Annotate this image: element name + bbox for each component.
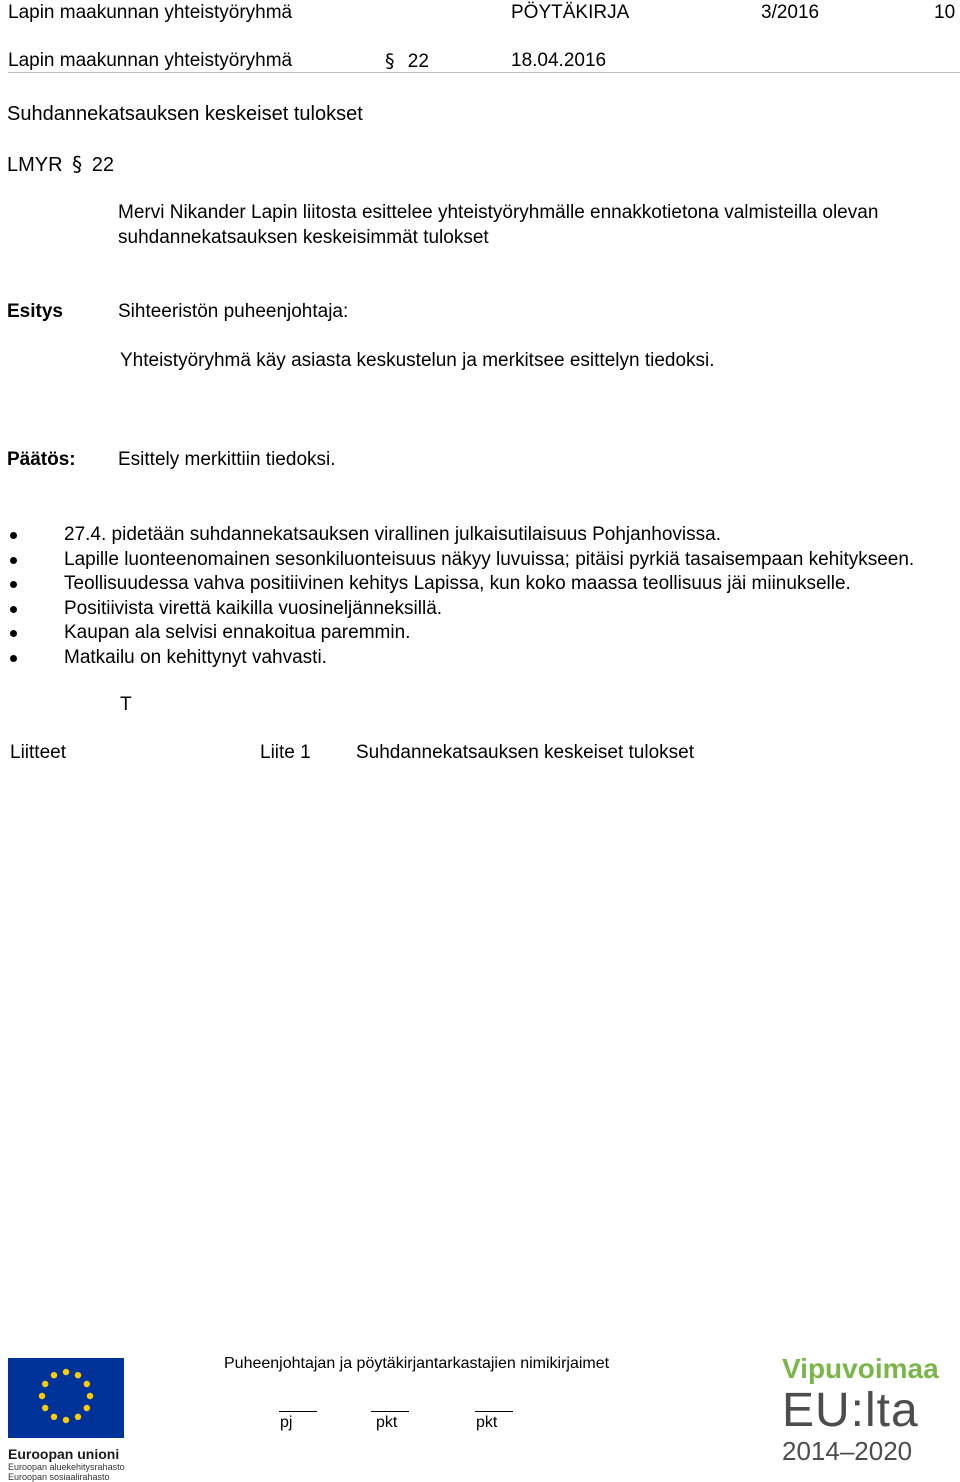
signature-caption: Puheenjohtajan ja pöytäkirjantarkastajien nimikirjaimet: [224, 1355, 610, 1372]
list-item: [10, 523, 955, 548]
header-rule: [8, 72, 960, 73]
attachment-number: Liite 1: [260, 742, 311, 763]
header-meeting-org: Lapin maakunnan yhteistyöryhmä: [8, 50, 293, 71]
bullet-icon: [10, 606, 17, 613]
signature-line-pkt-2: [475, 1411, 513, 1412]
signature-label-pkt-1: pkt: [376, 1414, 398, 1431]
header-org: Lapin maakunnan yhteistyöryhmä: [8, 2, 293, 23]
eu-logo-line2: Euroopan aluekehitysrahasto: [8, 1462, 125, 1472]
eu-flag-icon: [8, 1358, 124, 1438]
esitys-label: Esitys: [7, 301, 63, 322]
signature-label-pkt-2: pkt: [476, 1414, 498, 1431]
esitys-heading: Sihteeristön puheenjohtaja:: [118, 301, 349, 322]
esitys-text: Yhteistyöryhmä käy asiasta keskustelun ja merkitsee esittelyn tiedoksi.: [120, 350, 715, 371]
list-item-text: Lapille luonteenomainen sesonkiluonteisuus näkyy luvuissa; pitäisi pyrkiä tasaisempaan kehitykseen.: [64, 548, 915, 570]
header-doc-type: PÖYTÄKIRJA: [511, 2, 630, 23]
list-item-text: Kaupan ala selvisi ennakoitua paremmin.: [64, 622, 411, 643]
section-sign: §: [385, 50, 395, 72]
intro-paragraph: Mervi Nikander Lapin liitosta esittelee yhteistyöryhmälle ennakkotietona valmisteilla olevan suhdannekatsauksen keskeisimmät tulokset: [118, 202, 879, 248]
eu-logo-line3: Euroopan sosiaalirahasto: [8, 1472, 110, 1482]
reference-number: 22: [91, 154, 114, 176]
stray-character: T: [120, 694, 132, 715]
vipuvoimaa-logo-line2: EU:lta: [782, 1384, 919, 1437]
header-page-number: 10: [934, 2, 956, 23]
eu-logo: [8, 1358, 125, 1482]
bullet-icon: [10, 557, 17, 564]
vipuvoimaa-logo-line3: 2014–2020: [782, 1436, 913, 1466]
list-item: [10, 621, 955, 646]
header-section: [385, 50, 429, 73]
paatos-label: Päätös:: [7, 449, 76, 470]
list-item: [10, 597, 955, 622]
paatos-text: Esittely merkittiin tiedoksi.: [118, 449, 336, 470]
reference-prefix: LMYR: [7, 154, 63, 176]
vipuvoimaa-logo-line1: Vipuvoimaa: [782, 1353, 939, 1384]
list-item: [10, 646, 955, 671]
header-section-number: 22: [407, 51, 429, 72]
signature-line-pj: [279, 1411, 317, 1412]
list-item-text: Teollisuudessa vahva positiivinen kehitys Lapissa, kun koko maassa teollisuus jäi miinukselle.: [64, 573, 851, 594]
list-item-text: 27.4. pidetään suhdannekatsauksen virallinen julkaisutilaisuus Pohjanhovissa.: [64, 524, 721, 545]
bullet-icon: [10, 630, 17, 637]
reference-section-sign: §: [72, 152, 83, 176]
attachment-title: Suhdannekatsauksen keskeiset tulokset: [356, 742, 694, 763]
section-reference: [7, 152, 114, 177]
signature-label-pj: pj: [280, 1414, 293, 1431]
bullet-icon: [10, 532, 17, 539]
signature-line-pkt-1: [371, 1411, 409, 1412]
list-item: [10, 548, 955, 573]
list-item-text: Positiivista virettä kaikilla vuosineljänneksillä.: [64, 597, 443, 619]
header-date: 18.04.2016: [511, 50, 607, 71]
header-doc-number: 3/2016: [761, 2, 820, 23]
list-item: [10, 572, 955, 597]
list-item-text: Matkailu on kehittynyt vahvasti.: [64, 646, 327, 668]
vipuvoimaa-logo: [782, 1352, 956, 1474]
bullet-icon: [10, 655, 17, 662]
bullet-icon: [10, 581, 17, 588]
page-title: Suhdannekatsauksen keskeiset tulokset: [7, 103, 363, 125]
attachments-label: Liitteet: [10, 742, 66, 763]
decision-notes-list: [10, 523, 955, 670]
eu-logo-line1: Euroopan unioni: [8, 1446, 120, 1462]
